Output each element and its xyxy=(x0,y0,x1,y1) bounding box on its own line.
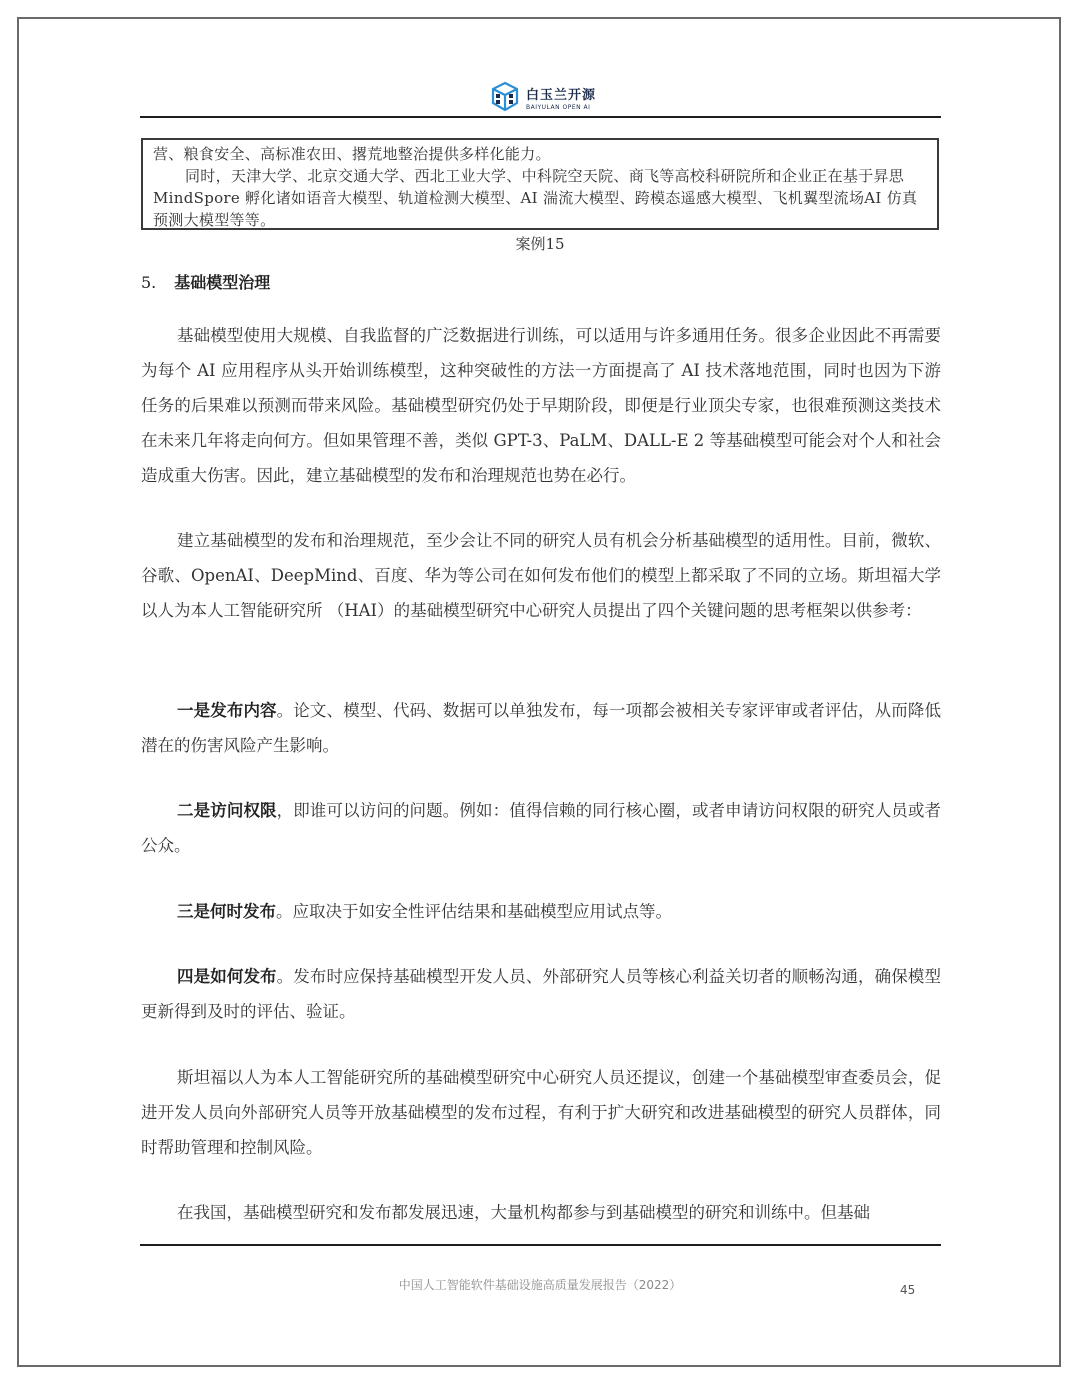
body-paragraph xyxy=(141,523,941,628)
body-paragraph xyxy=(141,959,941,1029)
paragraph-text: 。论文、模型、代码、数据可以单独发布，每一项都会被相关专家评审或者评估，从而降低潜在的伤害风险产生影响。 xyxy=(141,701,942,755)
case-box-paragraph: 同时，天津大学、北京交通大学、西北工业大学、中科院空天院、商飞等高校科研院所和企业正在基于昇思 MindSpore 孵化诸如语音大模型、轨道检测大模型、AI 湍流大模型、跨模态遥感大模型、飞机翼型流场AI 仿真预测大模型等等。 xyxy=(153,167,918,229)
body-paragraph xyxy=(141,1060,941,1165)
paragraph-text: ，即谁可以访问的问题。例如：值得信赖的同行核心圈，或者申请访问权限的研究人员或者公众。 xyxy=(141,801,942,855)
paragraph-text: 在我国，基础模型研究和发布都发展迅速，大量机构都参与到基础模型的研究和训练中。但基础 xyxy=(177,1203,870,1222)
body-paragraph xyxy=(141,793,941,863)
paragraph-text: 。应取决于如安全性评估结果和基础模型应用试点等。 xyxy=(276,902,672,921)
point-lead: 四是如何发布 xyxy=(177,967,277,986)
paragraph-text: 斯坦福以人为本人工智能研究所的基础模型研究中心研究人员还提议，创建一个基础模型审查委员会，促进开发人员向外部研究人员等开放基础模型的发布过程，有利于扩大研究和改进基础模型的研究人员群体，同时帮助管理和控制风险。 xyxy=(141,1068,941,1157)
footer-report-title: 中国人工智能软件基础设施高质量发展报告（2022） xyxy=(398,1278,682,1292)
point-lead: 二是访问权限 xyxy=(177,801,277,820)
section-heading xyxy=(141,270,270,293)
case-caption: 案例15 xyxy=(515,235,565,253)
paragraph-text: 建立基础模型的发布和治理规范，至少会让不同的研究人员有机会分析基础模型的适用性。目前，微软、谷歌、OpenAI、DeepMind、百度、华为等公司在如何发布他们的模型上都采取了不同的立场。斯坦福大学以人为本人工智能研究所 （HAI）的基础模型研究中心研究人员提出了四个关键问题的思考框架以供参考： xyxy=(141,531,941,620)
paragraph-text: 。发布时应保持基础模型开发人员、外部研究人员等核心利益关切者的顺畅沟通，确保模型更新得到及时的评估、验证。 xyxy=(141,967,942,1021)
point-lead: 三是何时发布 xyxy=(177,902,276,921)
page-number: 45 xyxy=(900,1283,916,1297)
footer-rule xyxy=(140,1244,941,1246)
case-box xyxy=(141,138,939,230)
body-paragraph xyxy=(141,1195,941,1230)
cube-logo-icon xyxy=(488,80,522,114)
body-paragraph xyxy=(141,318,941,493)
logo-chinese-name: 白玉兰开源 xyxy=(526,87,597,103)
baiyulan-logo xyxy=(488,80,596,114)
body-paragraph xyxy=(141,894,941,929)
logo-english-name: BAIYULAN OPEN AI xyxy=(526,103,591,111)
body-paragraph xyxy=(141,693,941,763)
case-box-line: 营、粮食安全、高标准农田、撂荒地整治提供多样化能力。 xyxy=(153,145,551,163)
point-lead: 一是发布内容 xyxy=(177,701,277,720)
paragraph-text: 基础模型使用大规模、自我监督的广泛数据进行训练，可以适用与许多通用任务。很多企业因此不再需要为每个 AI 应用程序从头开始训练模型，这种突破性的方法一方面提高了 AI 技术落地范围，同时也因为下游任务的后果难以预测而带来风险。基础模型研究仍处于早期阶段，即便是行业顶尖专家，也很难预测这类技术在未来几年将走向何方。但如果管理不善，类似 GPT-3、PaLM、DALL-E 2 等基础模型可能会对个人和社会造成重大伤害。因此，建立基础模型的发布和治理规范也势在必行。 xyxy=(141,326,941,485)
section-number: 5. xyxy=(141,273,157,292)
header-rule xyxy=(140,116,941,118)
section-title: 基础模型治理 xyxy=(174,273,271,292)
